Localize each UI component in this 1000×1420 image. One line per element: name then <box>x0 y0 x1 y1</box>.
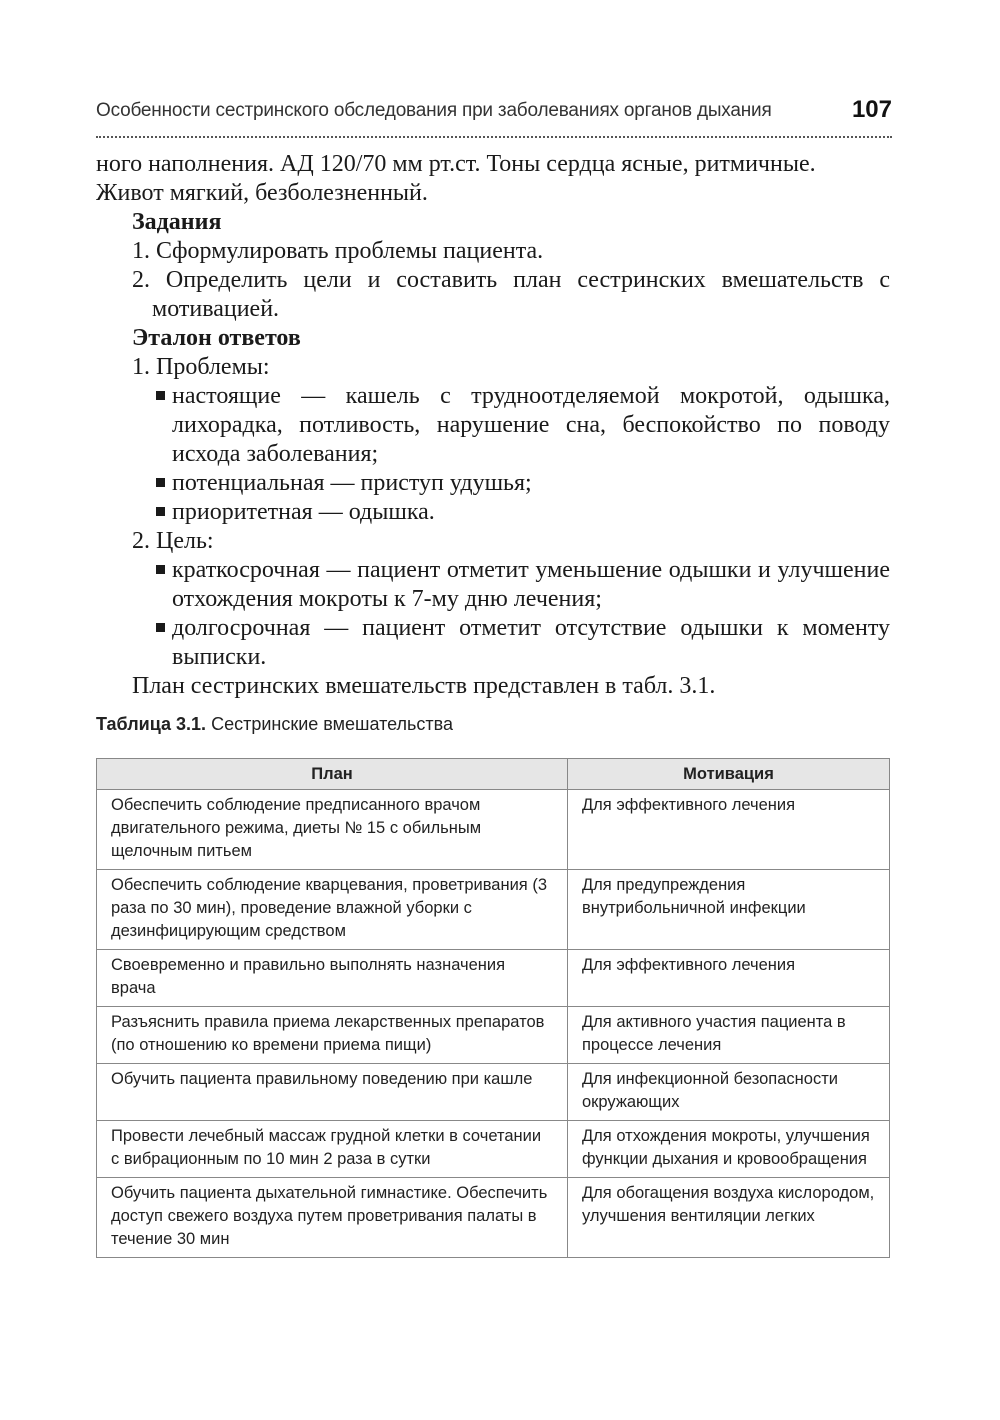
goal-short-text: краткосрочная — пациент отметит уменьшение одышки и улучшение отхождения мокроты к 7-му дню лечения; <box>172 557 890 612</box>
plan-cell: Провести лечебный массаж грудной клетки в сочетании с вибрационным по 10 мин 2 раза в сутки <box>97 1121 568 1178</box>
goal-title: 2. Цель: <box>132 528 214 554</box>
plan-cell: Своевременно и правильно выполнять назначения врача <box>97 950 568 1007</box>
task-1: 1. Сформулировать проблемы пациента. <box>132 238 544 264</box>
motivation-cell: Для активного участия пациента в процессе лечения <box>568 1007 890 1064</box>
table-header-row <box>97 759 890 790</box>
table-row <box>97 950 890 1007</box>
table-row <box>97 790 890 870</box>
plan-note: План сестринских вмешательств представлен в табл. 3.1. <box>132 673 716 699</box>
problem-current <box>96 382 890 469</box>
table-caption-text: Сестринские вмешательства <box>211 714 454 734</box>
table-caption-label: Таблица 3.1. <box>96 714 207 734</box>
plan-cell: Обучить пациента правильному поведению при кашле <box>97 1064 568 1121</box>
header-title: Особенности сестринского обследования при заболеваниях органов дыхания <box>96 100 772 121</box>
header-plan: План <box>97 759 568 790</box>
motivation-cell: Для эффективного лечения <box>568 790 890 870</box>
task-2: 2. Определить цели и составить план сестринских вмешательств с мотивацией. <box>132 267 890 322</box>
table-row <box>97 1121 890 1178</box>
intro-line-1: ного наполнения. АД 120/70 мм рт.ст. Тоны сердца ясные, ритмичные. <box>96 151 816 177</box>
plan-cell: Обеспечить соблюдение предписанного врачом двигательного режима, диеты № 15 с обильным щелочным питьем <box>97 790 568 870</box>
table-row <box>97 1064 890 1121</box>
table-row <box>97 1178 890 1258</box>
bullet-square-icon <box>156 478 165 487</box>
goal-long <box>96 614 890 672</box>
bullet-square-icon <box>156 623 165 632</box>
intro-line-2: Живот мягкий, безболезненный. <box>96 180 428 206</box>
plan-cell: Обучить пациента дыхательной гимнастике. Обеспечить доступ свежего воздуха путем проветривания палаты в течение 30 мин <box>97 1178 568 1258</box>
problems-title: 1. Проблемы: <box>132 354 270 380</box>
bullet-square-icon <box>156 565 165 574</box>
bullet-square-icon <box>156 507 165 516</box>
motivation-cell: Для обогащения воздуха кислородом, улучшения вентиляции легких <box>568 1178 890 1258</box>
motivation-cell: Для предупреждения внутрибольничной инфекции <box>568 870 890 950</box>
tasks-heading: Задания <box>132 209 222 235</box>
plan-cell: Обеспечить соблюдение кварцевания, проветривания (3 раза по 30 мин), проведение влажной уборки с дезинфицирующим средством <box>97 870 568 950</box>
problem-potential <box>96 469 890 498</box>
problem-priority <box>96 498 890 527</box>
problem-priority-text: приоритетная — одышка. <box>172 499 435 525</box>
motivation-cell: Для эффективного лечения <box>568 950 890 1007</box>
problem-current-text: настоящие — кашель с трудноотделяемой мокротой, одышка, лихорадка, потливость, нарушение сна, беспокойство по поводу исхода заболевания; <box>172 383 890 467</box>
goal-long-text: долгосрочная — пациент отметит отсутствие одышки к моменту выписки. <box>172 615 890 670</box>
problem-potential-text: потенциальная — приступ удушья; <box>172 470 532 496</box>
page-number: 107 <box>851 96 892 123</box>
table-row <box>97 870 890 950</box>
header-motivation: Мотивация <box>568 759 890 790</box>
body-text <box>96 150 890 701</box>
motivation-cell: Для инфекционной безопасности окружающих <box>568 1064 890 1121</box>
running-header <box>96 96 892 138</box>
plan-cell: Разъяснить правила приема лекарственных препаратов (по отношению ко времени приема пищи) <box>97 1007 568 1064</box>
interventions-table <box>96 758 890 1258</box>
table-caption <box>96 714 453 735</box>
table-row <box>97 1007 890 1064</box>
motivation-cell: Для отхождения мокроты, улучшения функции дыхания и кровообращения <box>568 1121 890 1178</box>
answers-heading: Эталон ответов <box>132 325 301 351</box>
bullet-square-icon <box>156 391 165 400</box>
goal-short <box>96 556 890 614</box>
